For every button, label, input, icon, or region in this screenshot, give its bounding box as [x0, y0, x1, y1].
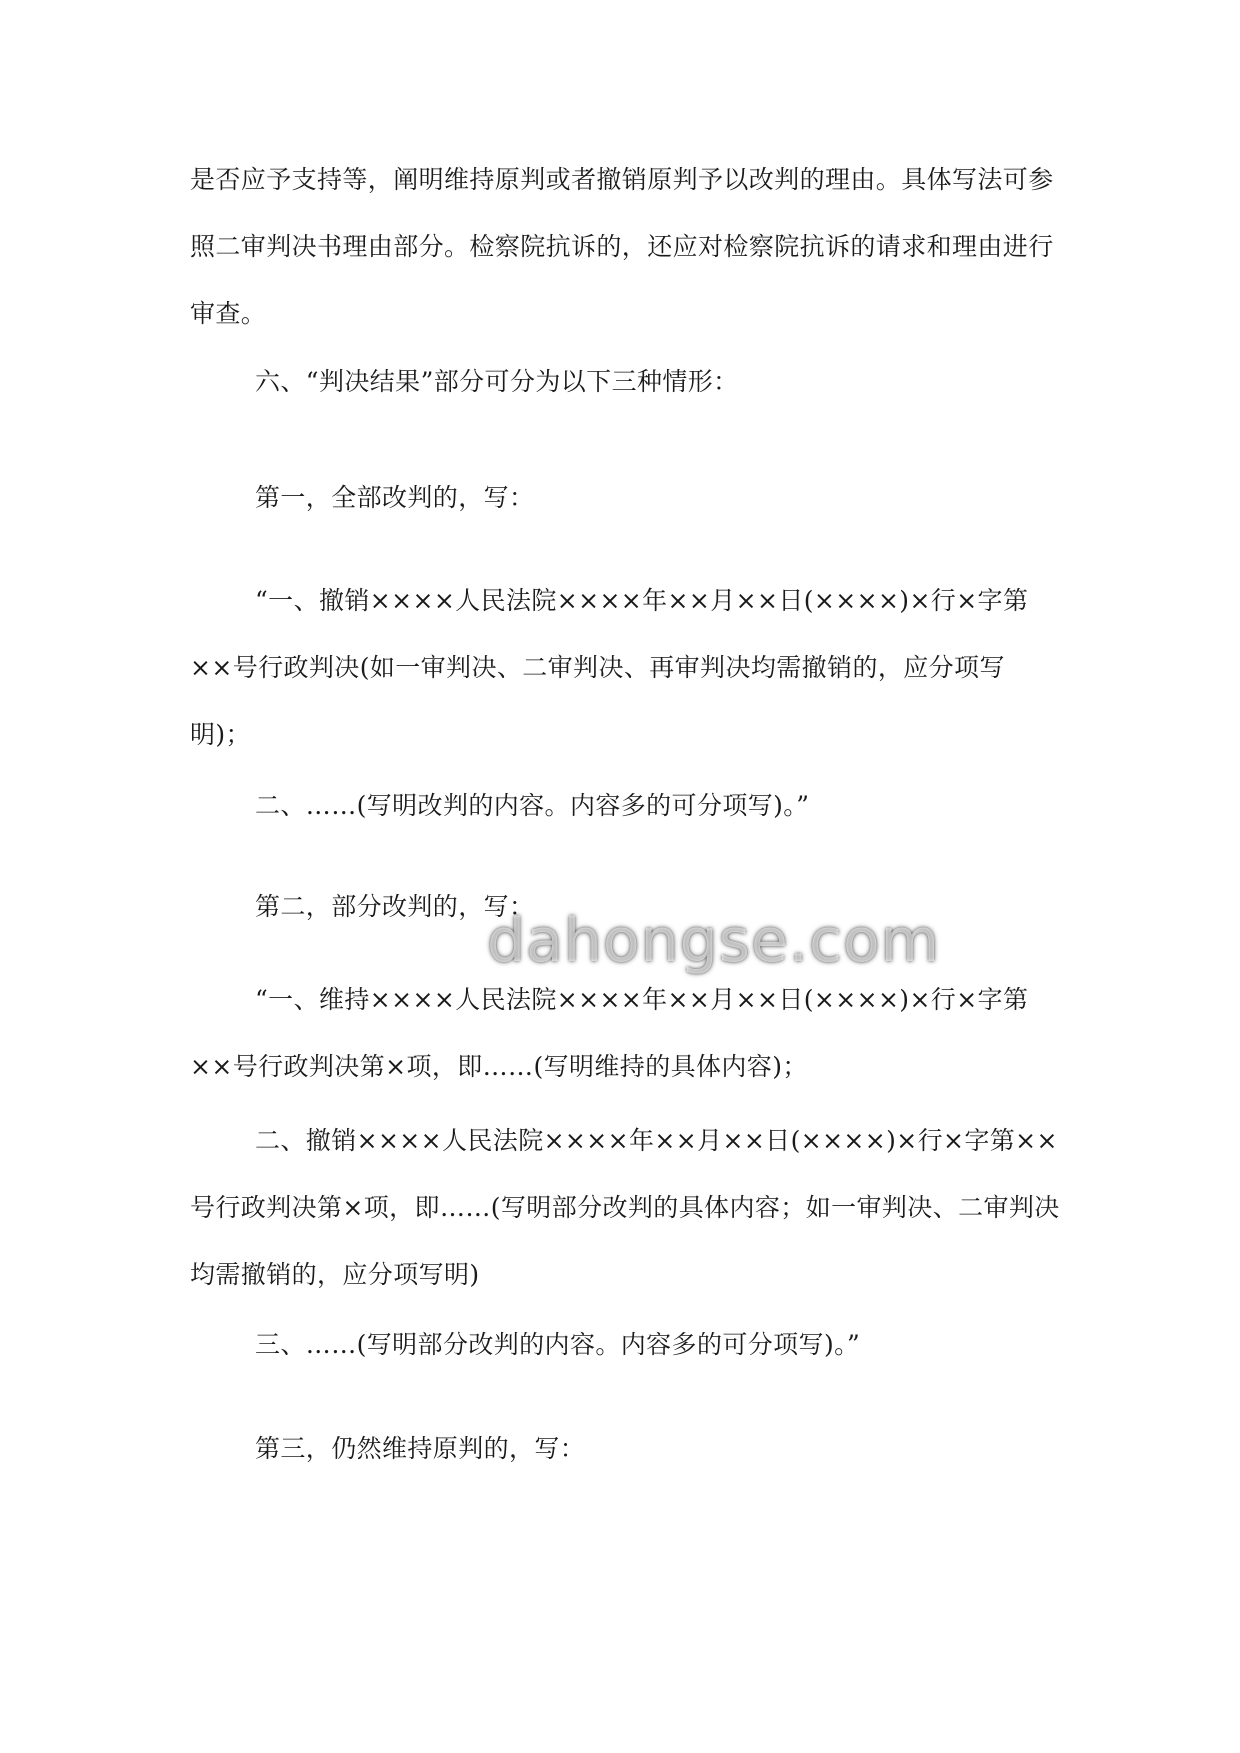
site-watermark: dahongse.com [487, 906, 941, 976]
paragraph-case-two-intro: 第二，部分改判的，写： [255, 892, 535, 921]
paragraph-case-one-intro: 第一，全部改判的，写： [255, 483, 535, 512]
paragraph-reasoning-continuation: 是否应予支持等，阐明维持原判或者撤销原判予以改判的理由。具体写法可参照二审判决书理由部分。检察院抗诉的，还应对检察院抗诉的请求和理由进行审查。 [190, 165, 1054, 328]
paragraph-case-three-intro: 第三，仍然维持原判的，写： [255, 1434, 586, 1463]
paragraph-case-two-item-two: 二、撤销××××人民法院××××年××月××日(××××)×行×字第××号行政判决第×项，即……(写明部分改判的具体内容；如一审判决、二审判决均需撤销的，应分项写明) [190, 1126, 1060, 1289]
paragraph-judgment-result-heading: 六、“判决结果”部分可分为以下三种情形： [255, 367, 739, 396]
paragraph-case-two-item-one: “一、维持××××人民法院××××年××月××日(××××)×行×字第××号行政判决第×项，即……(写明维持的具体内容)； [190, 985, 1029, 1081]
paragraph-case-one-item-two: 二、……(写明改判的内容。内容多的可分项写)。” [255, 791, 810, 820]
paragraph-case-two-item-three: 三、……(写明部分改判的内容。内容多的可分项写)。” [255, 1330, 861, 1359]
paragraph-case-one-item-one: “一、撤销××××人民法院××××年××月××日(××××)×行×字第××号行政判决(如一审判决、二审判决、再审判决均需撤销的，应分项写明)； [190, 586, 1029, 749]
